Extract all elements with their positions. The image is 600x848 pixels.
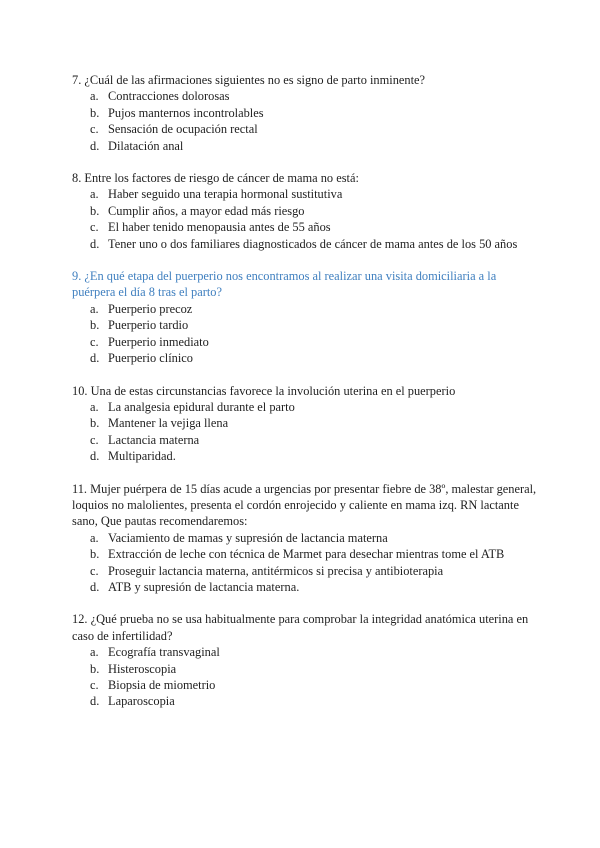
option-letter: d. xyxy=(90,694,100,709)
question-text: 12. ¿Qué prueba no se usa habitualmente para comprobar la integridad anatómica uterina en caso de infertilidad? xyxy=(72,612,529,643)
question-11 xyxy=(72,481,540,596)
option-text: Sensación de ocupación rectal xyxy=(108,122,258,137)
option-b xyxy=(72,661,540,677)
option-text: La analgesia epidural durante el parto xyxy=(108,399,295,414)
options-list xyxy=(72,399,540,465)
option-d xyxy=(72,138,540,154)
option-a xyxy=(72,186,540,202)
option-letter: a. xyxy=(90,645,99,660)
option-letter: c. xyxy=(90,563,99,578)
question-7 xyxy=(72,72,540,154)
option-letter: a. xyxy=(90,399,99,414)
options-list xyxy=(72,186,540,252)
option-d xyxy=(72,236,540,252)
option-letter: a. xyxy=(90,89,99,104)
question-10 xyxy=(72,383,540,465)
options-list xyxy=(72,644,540,710)
option-letter: d. xyxy=(90,449,100,464)
option-letter: d. xyxy=(90,579,100,594)
option-text: Proseguir lactancia materna, antitérmicos si precisa y antibioterapia xyxy=(108,563,444,578)
option-text: Puerperio precoz xyxy=(108,301,193,316)
option-letter: b. xyxy=(90,547,100,562)
option-text: Contracciones dolorosas xyxy=(108,89,230,104)
option-b xyxy=(72,546,540,562)
option-letter: c. xyxy=(90,432,99,447)
option-c xyxy=(72,432,540,448)
option-text: Extracción de leche con técnica de Marmet para desechar mientras tome el ATB xyxy=(108,547,505,562)
option-text: ATB y supresión de lactancia materna. xyxy=(108,579,300,594)
question-text: 8. Entre los factores de riesgo de cáncer de mama no está: xyxy=(72,171,359,186)
option-text: Dilatación anal xyxy=(108,138,184,153)
option-letter: c. xyxy=(90,334,99,349)
option-letter: d. xyxy=(90,138,100,153)
option-text: Puerperio tardio xyxy=(108,318,189,333)
option-letter: b. xyxy=(90,416,100,431)
option-text: El haber tenido menopausia antes de 55 años xyxy=(108,220,331,235)
question-text: 11. Mujer puérpera de 15 días acude a urgencias por presentar fiebre de 38º, malestar general, loquios no malolientes, presenta el cordón enrojecido y caliente en mama izq. RN lactante sano, Que pautas recomendaremos: xyxy=(72,481,537,529)
question-12 xyxy=(72,611,540,709)
option-c xyxy=(72,121,540,137)
question-text: 7. ¿Cuál de las afirmaciones siguientes no es signo de parto inminente? xyxy=(72,73,426,87)
option-letter: a. xyxy=(90,530,99,545)
option-c xyxy=(72,677,540,693)
option-text: Pujos manternos incontrolables xyxy=(108,105,264,120)
option-text: Cumplir años, a mayor edad más riesgo xyxy=(108,203,305,218)
option-d xyxy=(72,448,540,464)
option-d xyxy=(72,693,540,709)
option-text: Mantener la vejiga llena xyxy=(108,416,229,431)
option-d xyxy=(72,350,540,366)
option-letter: b. xyxy=(90,203,100,218)
options-list xyxy=(72,88,540,154)
option-text: Laparoscopia xyxy=(108,694,175,709)
option-text: Multiparidad. xyxy=(108,449,176,464)
options-list xyxy=(72,530,540,596)
option-d xyxy=(72,579,540,595)
option-a xyxy=(72,399,540,415)
option-b xyxy=(72,415,540,431)
option-letter: a. xyxy=(90,187,99,202)
option-b xyxy=(72,317,540,333)
option-text: Histeroscopia xyxy=(108,661,177,676)
option-text: Lactancia materna xyxy=(108,432,200,447)
option-letter: b. xyxy=(90,318,100,333)
option-text: Haber seguido una terapia hormonal sustitutiva xyxy=(108,187,343,202)
option-letter: b. xyxy=(90,661,100,676)
option-text: Puerperio clínico xyxy=(108,351,193,366)
option-letter: b. xyxy=(90,105,100,120)
option-b xyxy=(72,203,540,219)
option-text: Puerperio inmediato xyxy=(108,334,209,349)
option-a xyxy=(72,644,540,660)
question-text: 9. ¿En qué etapa del puerperio nos encontramos al realizar una visita domiciliaria a la puérpera el día 8 tras el parto? xyxy=(72,269,497,300)
option-text: Vaciamiento de mamas y supresión de lactancia materna xyxy=(108,530,388,545)
question-text: 10. Una de estas circunstancias favorece la involución uterina en el puerperio xyxy=(72,383,456,398)
option-letter: c. xyxy=(90,220,99,235)
option-letter: c. xyxy=(90,122,99,137)
option-c xyxy=(72,334,540,350)
option-b xyxy=(72,105,540,121)
options-list xyxy=(72,301,540,367)
option-text: Biopsia de miometrio xyxy=(108,678,216,692)
option-c xyxy=(72,219,540,235)
option-letter: a. xyxy=(90,301,99,316)
option-text: Ecografía transvaginal xyxy=(108,645,220,660)
option-letter: c. xyxy=(90,678,99,692)
question-8 xyxy=(72,170,540,252)
option-letter: d. xyxy=(90,236,100,251)
option-letter: d. xyxy=(90,351,100,366)
option-a xyxy=(72,301,540,317)
option-c xyxy=(72,563,540,579)
option-a xyxy=(72,530,540,546)
option-text: Tener uno o dos familiares diagnosticados de cáncer de mama antes de los 50 años xyxy=(108,236,518,251)
question-9 xyxy=(72,268,540,366)
option-a xyxy=(72,88,540,104)
